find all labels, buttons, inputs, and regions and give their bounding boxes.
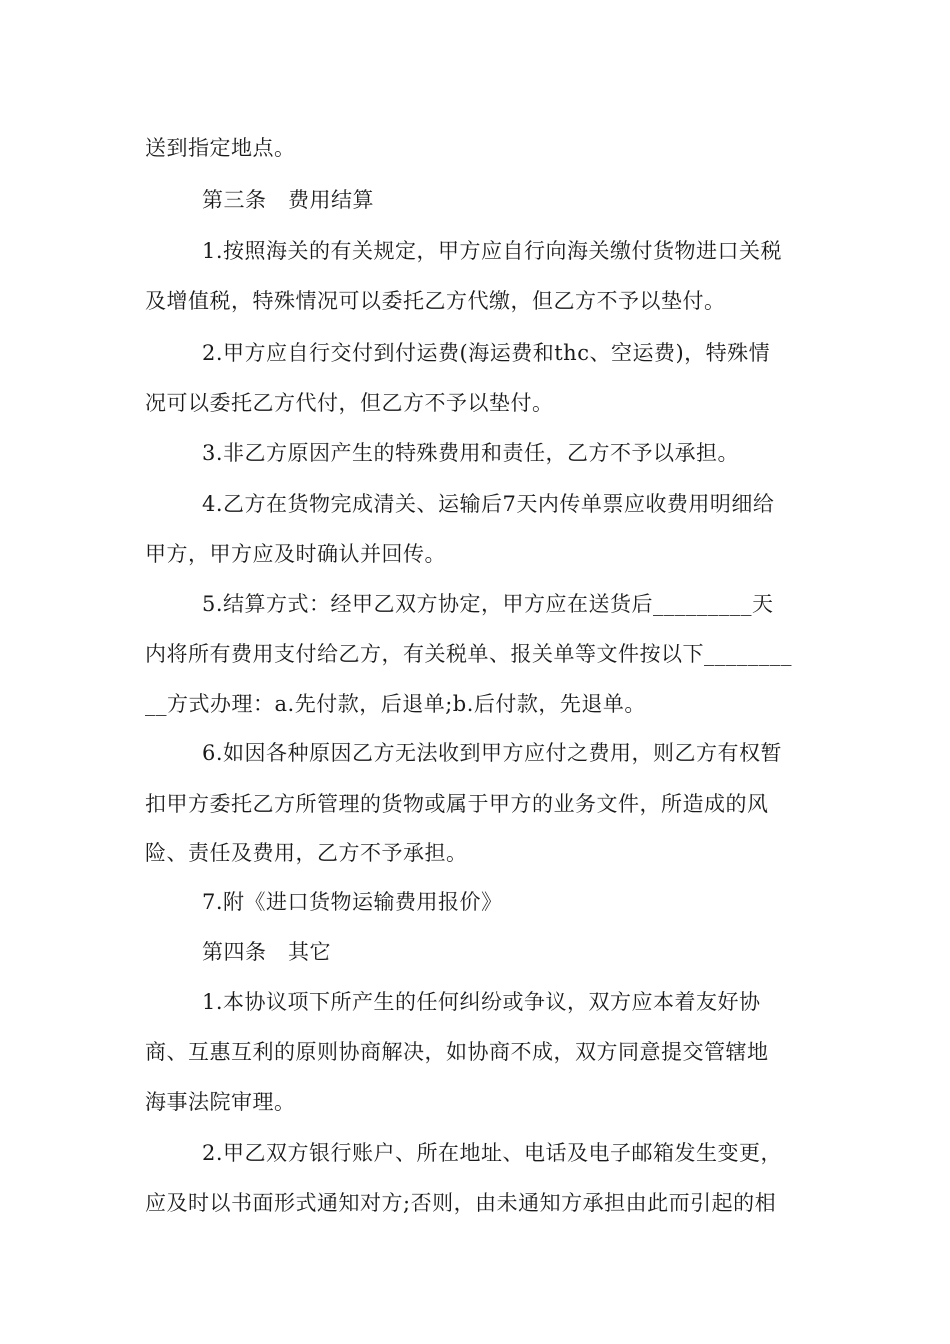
text-line: 商、互惠互利的原则协商解决，如协商不成，双方同意提交管辖地 [145,1040,769,1064]
text-line: 海事法院审理。 [145,1090,296,1114]
text-line: 甲方，甲方应及时确认并回传。 [145,542,446,566]
text-line: 内将所有费用支付给乙方，有关税单、报关单等文件按以下________ [145,642,792,666]
text-line: 3.非乙方原因产生的特殊费用和责任，乙方不予以承担。 [202,441,740,465]
text-line: 6.如因各种原因乙方无法收到甲方应付之费用，则乙方有权暂 [202,741,783,765]
text-line: 2.甲乙双方银行账户、所在地址、电话及电子邮箱发生变更， [202,1141,783,1165]
text-line: 应及时以书面形式通知对方;否则，由未通知方承担由此而引起的相 [145,1191,777,1215]
section-heading: 第四条 其它 [202,940,331,964]
text-line: 2.甲方应自行交付到付运费(海运费和thc、空运费)，特殊情 [202,341,771,365]
text-line: 送到指定地点。 [145,136,296,160]
text-line: __方式办理：a.先付款，后退单;b.后付款，先退单。 [145,692,646,716]
text-line: 况可以委托乙方代付，但乙方不予以垫付。 [145,391,554,415]
text-line: 5.结算方式：经甲乙双方协定，甲方应在送货后_________天 [202,592,774,616]
section-heading: 第三条 费用结算 [202,188,374,212]
text-line: 险、责任及费用，乙方不予承担。 [145,841,468,865]
text-line: 1.本协议项下所产生的任何纠纷或争议，双方应本着友好协 [202,990,761,1014]
text-line: 7.附《进口货物运输费用报价》 [202,890,503,914]
text-line: 及增值税，特殊情况可以委托乙方代缴，但乙方不予以垫付。 [145,289,726,313]
text-line: 4.乙方在货物完成清关、运输后7天内传单票应收费用明细给 [202,492,775,516]
text-line: 扣甲方委托乙方所管理的货物或属于甲方的业务文件，所造成的风 [145,792,769,816]
text-line: 1.按照海关的有关规定，甲方应自行向海关缴付货物进口关税 [202,239,783,263]
